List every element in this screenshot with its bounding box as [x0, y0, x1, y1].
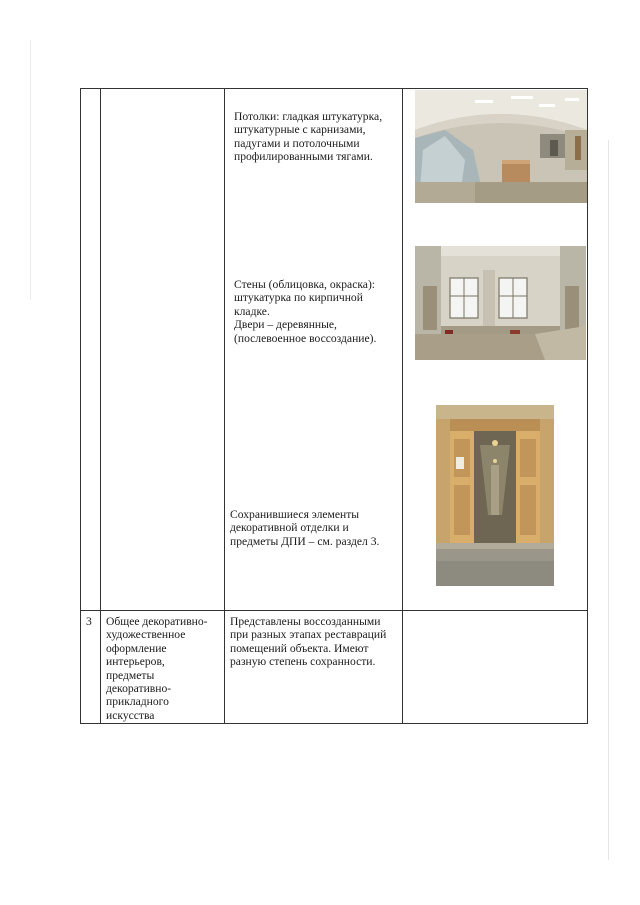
table-top-border — [80, 88, 588, 89]
col-border-num — [100, 88, 101, 724]
row-divider — [80, 610, 588, 611]
col-border-left — [80, 88, 81, 724]
photo-room-windows — [415, 246, 586, 360]
scan-edge-left — [30, 40, 31, 300]
photo-hall-ceiling — [415, 90, 587, 203]
walls-description: Стены (облицовка, окраска): штукатурка по кирпичной кладке. Двери – деревянные, (послевоенное воссоздание). — [234, 278, 377, 345]
photo-wooden-doors — [436, 405, 554, 586]
scan-edge-right — [608, 140, 609, 860]
col-border-desc — [402, 88, 403, 724]
table-bottom-border — [80, 723, 588, 724]
preserved-elements-description: Сохранившиеся элементы декоративной отделки и предметы ДПИ – см. раздел 3. — [230, 508, 380, 548]
section-name: Общее декоративно- художественное оформление интерьеров, предметы декоративно- прикладного искусства — [106, 615, 208, 722]
col-border-right — [587, 88, 588, 724]
ceiling-description: Потолки: гладкая штукатурка, штукатурные с карнизами, падугами и потолочными профилированными тягами. — [234, 110, 383, 164]
row-number: 3 — [86, 615, 92, 628]
col-border-name — [224, 88, 225, 724]
section-description: Представлены воссозданными при разных этапах реставраций помещений объекта. Имеют разную степень сохранности. — [230, 615, 387, 669]
